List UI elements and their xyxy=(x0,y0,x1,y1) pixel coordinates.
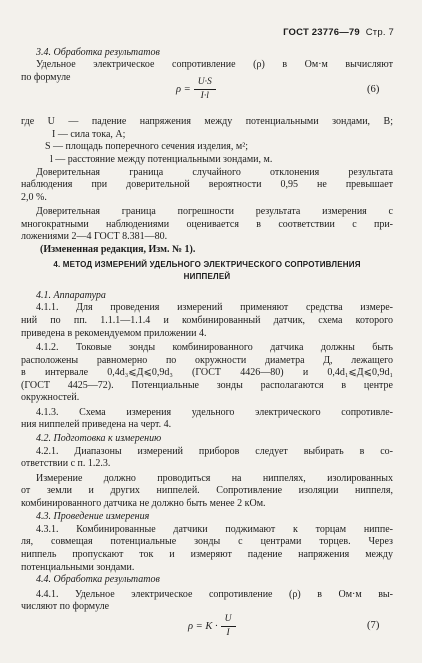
section-heading-line: 4. МЕТОД ИЗМЕРЕНИЙ УДЕЛЬНОГО ЭЛЕКТРИЧЕСКОГО СОПРОТИВЛЕНИЯ xyxy=(53,260,361,270)
text-line: окружностей. xyxy=(21,392,80,404)
text-line: 4.1.1. Для проведения измерений применяют средства измере- xyxy=(36,302,393,314)
text-line: комбинированного датчика не должно быть менее 2 кОм. xyxy=(21,497,266,509)
text-line: потенциальными зондами. xyxy=(21,561,135,573)
text-line: ложениями 2—4 ГОСТ 8.381—80. xyxy=(21,231,168,243)
text-line: расположены равномерно по окружности диаметра Д, лежащего xyxy=(21,354,393,366)
text-line: от земли и других ниппелей. Сопротивление изоляции ниппеля, xyxy=(21,485,393,497)
text-line: Доверительная граница случайного отклонения результата xyxy=(36,166,393,178)
standard-number: ГОСТ 23776—79 xyxy=(283,27,360,38)
subheading-4-4: 4.4. Обработка результатов xyxy=(36,574,160,586)
fraction xyxy=(194,77,216,102)
subheading-4-1: 4.1. Аппаратура xyxy=(36,289,106,301)
text-line: 2,0 %. xyxy=(21,191,47,203)
text-line: числяют по формуле xyxy=(21,601,110,612)
text-line: 4.4.1. Удельное электрическое сопротивление (ρ) в Ом·м вы- xyxy=(36,589,393,600)
page-header xyxy=(283,27,394,38)
numerator: U·S xyxy=(194,77,216,90)
denominator: I xyxy=(226,628,230,638)
amendment-note: (Измененная редакция, Изм. № 1). xyxy=(40,243,196,255)
text-line: Измерение должно проводиться на ниппелях, изолированных xyxy=(36,472,393,484)
section-heading-line: НИППЕЛЕЙ xyxy=(183,272,231,282)
text-line: 4.2.1. Диапазоны измерений приборов следует выбирать в со- xyxy=(36,445,393,457)
text-line: Удельное электрическое сопротивление (ρ) в Ом·м вычисляют xyxy=(36,59,393,71)
text-line: l — расстояние между потенциальными зондами, м. xyxy=(50,153,273,165)
text-line: где U — падение напряжения между потенциальными зондами, В; xyxy=(21,116,393,128)
section-heading-4 xyxy=(21,259,393,283)
equation-number: (6) xyxy=(367,83,380,95)
text-line: 4.1.2. Токовые зонды комбинированного датчика должны быть xyxy=(36,342,393,353)
text-line: 4.3.1. Комбинированные датчики поджимают к торцам ниппе- xyxy=(36,523,393,535)
formula-6 xyxy=(176,77,219,102)
page-number: Стр. 7 xyxy=(365,27,394,38)
text-line: S — площадь поперечного сечения изделия, м²; xyxy=(45,141,248,153)
text-line: I — сила тока, А; xyxy=(52,128,126,140)
denominator: I·l xyxy=(200,91,209,102)
text-line: в интервале 0,4d₃⩽Д⩽0,9d₃ (ГОСТ 4426—80) и 0,4d₁⩽Д⩽0,9d₁ xyxy=(21,367,393,379)
text-line: ниппель пропускают ток и измеряют падение напряжения между xyxy=(21,549,393,560)
text-line: многократными наблюдениями оценивается в соответствии с при- xyxy=(21,218,393,230)
text-line: ответствии с п. 1.2.3. xyxy=(21,458,111,470)
text-line: Доверительная граница погрешности результата измерения с xyxy=(36,206,393,218)
formula-lhs: ρ = K · xyxy=(188,621,218,632)
text-line: приведена в рекомендуемом приложении 4. xyxy=(21,327,207,339)
text-line: (ГОСТ 4425—72). Потенциальные зонды располагаются в центре xyxy=(21,379,393,391)
formula-lhs: ρ = xyxy=(176,84,191,96)
subheading-3-4: 3.4. Обработка результатов xyxy=(36,46,160,58)
text-line: наблюдения при доверительной вероятности 0,95 не превышает xyxy=(21,179,393,191)
text-line: ля, совмещая потенциальные зонды с центрами торцев. Через xyxy=(21,536,393,548)
numerator: U xyxy=(221,614,236,627)
text-line: 4.1.3. Схема измерения удельного электрического сопротивле- xyxy=(36,406,393,418)
text-line: ний по пп. 1.1.1—1.1.4 и комбинированный датчик, схема которого xyxy=(21,315,393,326)
text-line: по формуле xyxy=(21,72,71,83)
text-line: ния ниппелей приведена на черт. 4. xyxy=(21,419,172,431)
subheading-4-3: 4.3. Проведение измерения xyxy=(36,511,150,523)
subheading-4-2: 4.2. Подготовка к измерению xyxy=(36,432,162,444)
equation-number: (7) xyxy=(367,620,380,631)
